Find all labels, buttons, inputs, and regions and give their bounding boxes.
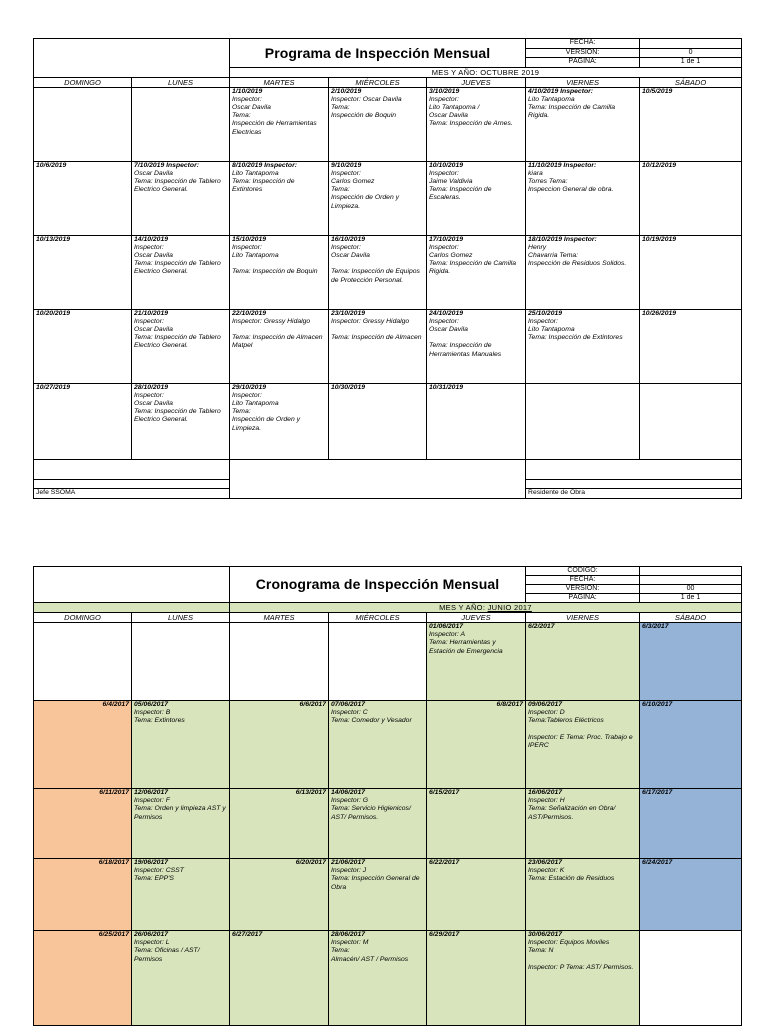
calendar-day-cell: [230, 701, 329, 789]
day-date: 9/10/2019: [331, 161, 362, 169]
day-date: 8/10/2019 Inspector:: [232, 161, 297, 169]
calendar-day-cell: [640, 789, 742, 859]
day-date: 1/10/2019: [232, 87, 263, 95]
calendar-day-cell: 17/10/2019 Inspector: Carlos Gomez Tema: Inspección de Camilla Rigida.: [427, 235, 526, 309]
calendar-day-cell: [34, 161, 132, 235]
calendar-day-cell: [427, 383, 526, 459]
week-row: [34, 701, 742, 789]
logo-area: [34, 39, 230, 78]
calendar-day-cell: 26/06/2017 Inspector: L Tema: Oficinas / AST/ Permisos: [132, 931, 230, 1026]
day-date: 6/3/2017: [642, 623, 669, 630]
weekday-label: SÁBADO: [640, 613, 742, 623]
calendar-day-cell: [526, 383, 640, 459]
day-date: 10/10/2019: [429, 161, 464, 169]
calendar-day-cell: 16/06/2017 Inspector: H Tema: Señalización en Obra/ AST/Permisos.: [526, 789, 640, 859]
signature-line-right: [526, 479, 742, 488]
calendar-day-cell: 4/10/2019 Inspector: Lito Tantapoma Tema: Inspección de Camilla Rigida.: [526, 87, 640, 161]
logo-area: [34, 567, 230, 603]
extra-inspection-note: Inspector: P Tema: AST/ Permisos.: [528, 963, 634, 971]
calendar-day-cell: [34, 623, 132, 701]
day-date: 19/06/2017: [134, 859, 169, 866]
meta-value: [640, 39, 742, 49]
day-date: 10/5/2019: [642, 87, 673, 95]
day-date: 6/27/2017: [232, 931, 263, 938]
month-year: [230, 67, 742, 77]
weekday-label: MARTES: [230, 77, 329, 87]
day-date: 05/06/2017: [134, 701, 169, 708]
calendar-day-cell: 2/10/2019 Inspector: Oscar Davila Tema: Inspección de Boquin: [329, 87, 427, 161]
calendar-day-cell: 9/10/2019 Inspector: Carlos Gomez Tema: Inspección de Orden y Limpieza.: [329, 161, 427, 235]
day-date: 24/10/2019: [429, 309, 464, 317]
weekday-label: LUNES: [132, 77, 230, 87]
day-date: 6/11/2017: [99, 789, 129, 796]
calendar-day-cell: [329, 383, 427, 459]
meta-value: 00: [640, 585, 742, 594]
calendar-day-cell: [427, 931, 526, 1026]
calendar-day-cell: [132, 87, 230, 161]
calendar-day-cell: [640, 931, 742, 1026]
weekday-header: [34, 77, 742, 87]
calendar-day-cell: [640, 309, 742, 383]
signature-line-left: [34, 479, 230, 488]
meta-label: CÓDIGO:: [526, 567, 640, 576]
day-date: 4/10/2019 Inspector:: [528, 87, 594, 95]
calendar-day-cell: 14/10/2019 Inspector: Oscar Davila Tema: Inspección de Tablero Electrico General.: [132, 235, 230, 309]
calendar-day-cell: 28/06/2017 Inspector: M Tema: Almacén/ AST / Permisos: [329, 931, 427, 1026]
header-row: [34, 39, 742, 49]
day-date: 15/10/2019: [232, 235, 267, 243]
calendar-day-cell: [640, 701, 742, 789]
weekday-header: [34, 613, 742, 623]
day-date: 28/06/2017: [331, 931, 366, 938]
day-date: 21/06/2017: [331, 859, 366, 866]
calendar-day-cell: 19/06/2017 Inspector: CSST Tema: EPP'S: [132, 859, 230, 931]
week-row: [34, 235, 742, 309]
week-row: [34, 161, 742, 235]
weekday-label: SÁBADO: [640, 77, 742, 87]
calendar-day-cell: 24/10/2019 Inspector: Oscar Davila Tema: Inspección de Herramientas Manuales: [427, 309, 526, 383]
week-row: [34, 309, 742, 383]
calendar-day-cell: [34, 701, 132, 789]
calendar-day-cell: [329, 623, 427, 701]
meta-label: PÁGINA:: [526, 594, 640, 603]
calendar-day-cell: 28/10/2019 Inspector: Oscar Davila Tema: Inspección de Tablero Electrico General.: [132, 383, 230, 459]
meta-label: VERSIÓN:: [526, 585, 640, 594]
calendar-day-cell: [526, 623, 640, 701]
program-table: [33, 38, 742, 499]
schedule-table: [33, 566, 742, 1026]
calendar-day-cell: [34, 789, 132, 859]
month-row: [34, 603, 742, 613]
day-date: 21/10/2019: [134, 309, 169, 317]
calendar-day-cell: [640, 859, 742, 931]
day-date: 10/26/2019: [642, 309, 677, 317]
calendar-day-cell: 07/06/2017 Inspector: C Tema: Comedor y Vesador: [329, 701, 427, 789]
calendar-day-cell: [427, 701, 526, 789]
calendar-day-cell: 25/10/2019 Inspector: Lito Tantapoma Tema: Inspección de Extintores: [526, 309, 640, 383]
calendar-day-cell: [230, 931, 329, 1026]
day-date: 09/06/2017: [528, 701, 563, 708]
day-date: 30/06/2017: [528, 931, 563, 938]
calendar-day-cell: 05/06/2017 Inspector: B Tema: Extintores: [132, 701, 230, 789]
weekday-label: MIÉRCOLES: [329, 613, 427, 623]
band-left: [34, 603, 230, 613]
calendar-day-cell: 21/06/2017 Inspector: J Tema: Inspección General de Obra: [329, 859, 427, 931]
day-date: 10/12/2019: [642, 161, 677, 169]
month-label: MES Y AÑO:: [431, 67, 478, 77]
calendar-day-cell: 11/10/2019 Inspector: kiara Torres Tema: Inspeccion General de obra.: [526, 161, 640, 235]
day-date: 26/06/2017: [134, 931, 169, 938]
meta-value: 1 de 1: [640, 58, 742, 68]
day-date: 16/06/2017: [528, 789, 563, 796]
calendar-day-cell: [640, 161, 742, 235]
day-date: 25/10/2019: [528, 309, 563, 317]
weekday-label: DOMINGO: [34, 77, 132, 87]
month-value: JUNIO 2017: [487, 603, 532, 612]
day-date: 6/13/2017: [295, 789, 326, 796]
meta-label: VERSIÓN:: [526, 48, 640, 58]
calendar-day-cell: 23/06/2017 Inspector: K Tema: Estación de Residuos: [526, 859, 640, 931]
week-row: [34, 859, 742, 931]
day-date: 23/10/2019: [331, 309, 366, 317]
day-date: 10/19/2019: [642, 235, 677, 243]
day-date: 10/13/2019: [36, 235, 71, 243]
day-date: 7/10/2019 Inspector:: [134, 161, 199, 169]
meta-label: FECHA:: [526, 39, 640, 49]
meta-value: 1 de 1: [640, 594, 742, 603]
weekday-label: JUEVES: [427, 77, 526, 87]
signature-space-right: [526, 459, 742, 479]
day-date: 6/25/2017: [98, 931, 129, 938]
day-date: 10/30/2019: [331, 383, 366, 391]
day-date: 6/8/2017: [496, 701, 524, 708]
day-date: 11/10/2019 Inspector:: [528, 161, 597, 169]
header-row: [34, 567, 742, 576]
calendar-day-cell: 8/10/2019 Inspector: Lito Tantapoma Tema: Inspección de Extintores: [230, 161, 329, 235]
month-label: MES Y AÑO:: [439, 603, 486, 612]
week-row: [34, 383, 742, 459]
meta-value: [640, 576, 742, 585]
calendar-day-cell: [640, 383, 742, 459]
meta-value: 0: [640, 48, 742, 58]
weekday-label: LUNES: [132, 613, 230, 623]
calendar-day-cell: [230, 789, 329, 859]
calendar-day-cell: [640, 235, 742, 309]
calendar-day-cell: 16/10/2019 Inspector: Oscar Davila Tema: Inspección de Equipos de Protección Personal.: [329, 235, 427, 309]
day-date: 01/06/2017: [429, 623, 464, 630]
document-title: Cronograma de Inspección Mensual: [230, 567, 526, 603]
calendar-day-cell: 29/10/2019 Inspector: Lito Tantapoma Tema: Inspección de Orden y Limpieza.: [230, 383, 329, 459]
calendar-day-cell: [34, 309, 132, 383]
weekday-label: MIÉRCOLES: [329, 77, 427, 87]
day-date: 6/18/2017: [98, 859, 129, 866]
day-date: 6/4/2017: [102, 701, 129, 708]
meta-label: PÁGINA:: [526, 58, 640, 68]
calendar-day-cell: [640, 87, 742, 161]
calendar-day-cell: [132, 623, 230, 701]
month-value: OCTUBRE 2019: [480, 67, 540, 77]
day-date: 16/10/2019: [331, 235, 366, 243]
day-date: 6/29/2017: [429, 931, 460, 938]
day-date: 10/20/2019: [36, 309, 71, 317]
calendar-day-cell: [427, 859, 526, 931]
calendar-day-cell: [34, 931, 132, 1026]
calendar-day-cell: 30/06/2017 Inspector: Equipos Moviles Tema: N Inspector: P Tema: AST/ Permisos.: [526, 931, 640, 1026]
day-date: 14/06/2017: [331, 789, 366, 796]
calendar-day-cell: [34, 859, 132, 931]
calendar-day-cell: 23/10/2019 Inspector: Gressy Hidalgo Tema: Inspección de Almacen: [329, 309, 427, 383]
signature-residente-obra: Residente de Obra: [526, 488, 742, 498]
meta-label: FECHA:: [526, 576, 640, 585]
calendar-day-cell: [427, 789, 526, 859]
calendar-day-cell: 01/06/2017 Inspector: A Tema: Herramientas y Estación de Emergencia: [427, 623, 526, 701]
extra-inspection-note: Inspector: E Tema: Proc. Trabajo e IPERC: [528, 733, 633, 749]
calendar-day-cell: 7/10/2019 Inspector: Oscar Davila Tema: Inspección de Tablero Electrico General.: [132, 161, 230, 235]
day-date: 12/06/2017: [134, 789, 169, 796]
calendar-day-cell: [230, 623, 329, 701]
calendar-day-cell: 21/10/2019 Inspector: Oscar Davila Tema: Inspección de Tablero Electrico General.: [132, 309, 230, 383]
day-date: 10/6/2019: [36, 161, 67, 169]
inspection-program-october: [33, 38, 741, 499]
weekday-label: JUEVES: [427, 613, 526, 623]
signature-space-center: [230, 459, 526, 498]
day-date: 28/10/2019: [134, 383, 169, 391]
signature-jefe-ssoma: Jefe SSOMA: [34, 488, 230, 498]
day-date: 6/17/2017: [642, 789, 673, 796]
day-date: 07/06/2017: [331, 701, 366, 708]
day-date: 6/6/2017: [299, 701, 326, 708]
weekday-label: VIERNES: [526, 613, 640, 623]
day-date: 29/10/2019: [232, 383, 267, 391]
day-date: 14/10/2019: [134, 235, 169, 243]
calendar-day-cell: 12/06/2017 Inspector: F Tema: Orden y limpieza AST y Permisos: [132, 789, 230, 859]
day-date: 10/31/2019: [429, 383, 464, 391]
inspection-schedule-june: [33, 566, 741, 1026]
day-date: 6/10/2017: [642, 701, 673, 708]
day-date: 23/06/2017: [528, 859, 563, 866]
day-date: 18/10/2019 Inspector:: [528, 235, 597, 243]
day-date: 6/24/2017: [642, 859, 673, 866]
weekday-label: DOMINGO: [34, 613, 132, 623]
calendar-day-cell: 3/10/2019 Inspector: Lito Tantapoma / Oscar Davila Tema: Inspección de Arnes.: [427, 87, 526, 161]
week-row: [34, 789, 742, 859]
calendar-day-cell: 15/10/2019 Inspector: Lito Tantapoma Tema: Inspección de Boquin: [230, 235, 329, 309]
calendar-day-cell: [34, 383, 132, 459]
calendar-day-cell: 22/10/2019 Inspector: Gressy Hidalgo Tema: Inspección de Almacen Matpel: [230, 309, 329, 383]
day-date: 3/10/2019: [429, 87, 460, 95]
signature-space-left: [34, 459, 230, 479]
day-date: 17/10/2019: [429, 235, 464, 243]
calendar-day-cell: 1/10/2019 Inspector: Oscar Davila Tema: Inspección de Herramientas Electricas: [230, 87, 329, 161]
calendar-day-cell: 18/10/2019 Inspector: Henry Chavarria Tema: Inspección de Residuos Solidos.: [526, 235, 640, 309]
week-row: [34, 931, 742, 1026]
day-date: 6/2/2017: [528, 623, 555, 630]
day-date: 10/27/2019: [36, 383, 71, 391]
meta-value: [640, 567, 742, 576]
signature-row: [34, 459, 742, 479]
calendar-day-cell: [34, 235, 132, 309]
month-year: [230, 603, 742, 613]
calendar-day-cell: 14/06/2017 Inspector: G Tema: Servicio Higienicos/ AST/ Permisos.: [329, 789, 427, 859]
day-date: 6/15/2017: [429, 789, 460, 796]
document-title: Programa de Inspección Mensual: [230, 39, 526, 68]
calendar-day-cell: 10/10/2019 Inspector: Jaime Valdivia Tema: Inspección de Escaleras.: [427, 161, 526, 235]
day-date: 2/10/2019: [331, 87, 362, 95]
day-date: 6/22/2017: [429, 859, 460, 866]
calendar-day-cell: [640, 623, 742, 701]
calendar-day-cell: [230, 859, 329, 931]
week-row: [34, 623, 742, 701]
calendar-day-cell: 09/06/2017 Inspector: D Tema:Tableros Eléctricos Inspector: E Tema: Proc. Trabajo e IPERC: [526, 701, 640, 789]
day-date: 6/20/2017: [295, 859, 326, 866]
week-row: [34, 87, 742, 161]
day-date: 22/10/2019: [232, 309, 267, 317]
weekday-label: VIERNES: [526, 77, 640, 87]
weekday-label: MARTES: [230, 613, 329, 623]
calendar-day-cell: [34, 87, 132, 161]
